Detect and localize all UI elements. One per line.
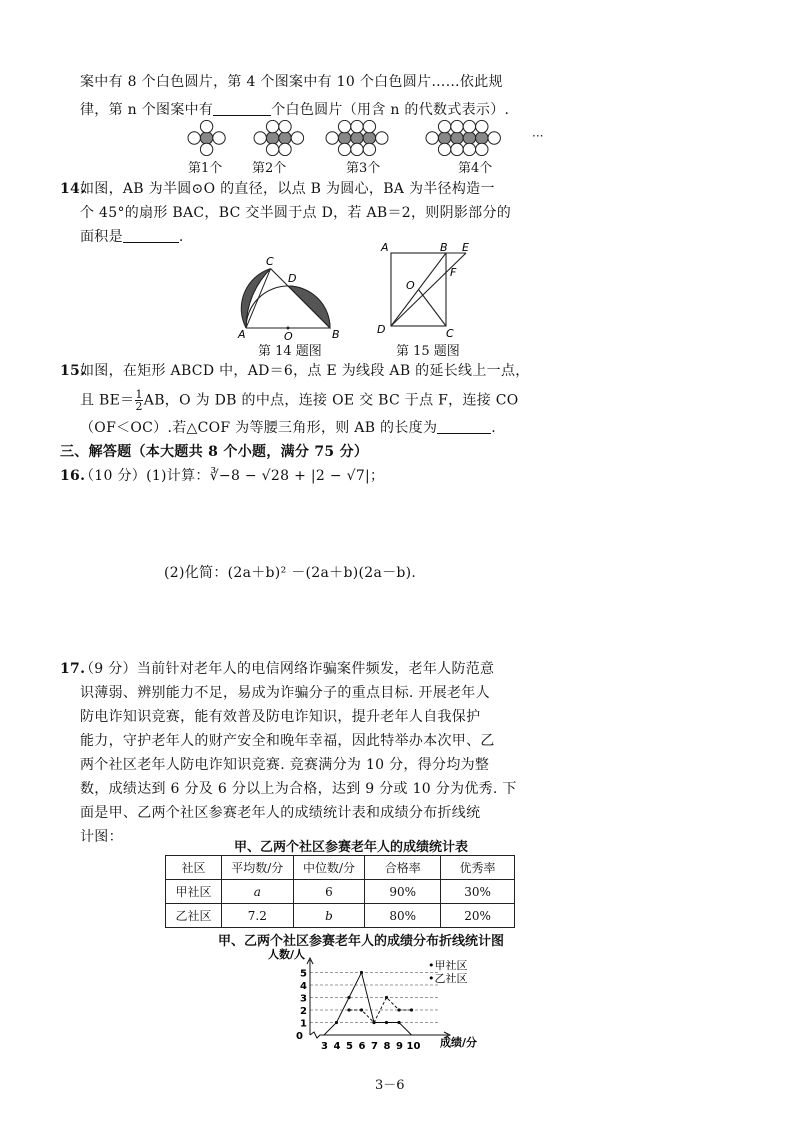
data-point bbox=[360, 971, 363, 974]
q17-number: 17. bbox=[60, 661, 86, 677]
white-circle bbox=[266, 120, 278, 132]
white-circle bbox=[438, 143, 450, 155]
q14-label-d: D bbox=[288, 272, 297, 285]
white-circle bbox=[254, 132, 266, 144]
x-tick-label: 7 bbox=[371, 1041, 378, 1052]
y-tick-label: 3 bbox=[300, 993, 307, 1005]
q14-text-line1: 如图，AB 为半圆⊙O 的直径，以点 B 为圆心，BA 为半径构造一 bbox=[80, 181, 495, 197]
q14-figure bbox=[236, 252, 346, 342]
white-circle bbox=[200, 120, 212, 132]
gray-circle bbox=[200, 132, 212, 144]
data-point bbox=[397, 1021, 400, 1024]
data-point bbox=[347, 1008, 350, 1011]
section-3-heading: 三、解答题（本大题共 8 个小题，满分 75 分） bbox=[60, 444, 369, 460]
q17-line-3: 防电诈知识竞赛，能有效普及防电诈知识，提升老年人自我保护 bbox=[80, 709, 481, 725]
q17-chart-title: 甲、乙两个社区参赛老年人的成绩分布折线统计图 bbox=[218, 934, 505, 949]
q15-text-line2b: AB，O 为 DB 的中点，连接 OE 交 BC 于点 F，连接 CO bbox=[143, 392, 519, 409]
q15-answer-blank[interactable] bbox=[437, 419, 491, 434]
data-point bbox=[410, 1008, 413, 1011]
q14-label-c: C bbox=[266, 255, 274, 268]
gray-circle bbox=[338, 132, 350, 144]
q14-shaded-left bbox=[241, 269, 270, 328]
white-circle bbox=[351, 143, 363, 155]
table-header-row bbox=[166, 856, 515, 880]
q13-text-line2a: 律，第 n 个图案中有 bbox=[80, 102, 214, 118]
legend-entry: •乙社区 bbox=[428, 972, 468, 985]
table-cell: 7.2 bbox=[221, 904, 293, 928]
q15-label-d: D bbox=[377, 323, 386, 336]
table-row bbox=[166, 880, 515, 904]
data-point bbox=[385, 996, 388, 999]
white-circle bbox=[351, 120, 363, 132]
data-point bbox=[335, 1021, 338, 1024]
table-cell: a bbox=[221, 880, 293, 904]
q14-text-line3 bbox=[80, 226, 184, 248]
table-cell: 30% bbox=[441, 880, 515, 904]
white-circle bbox=[476, 120, 488, 132]
x-tick-label: 5 bbox=[346, 1041, 353, 1052]
q15-number: 15. bbox=[60, 363, 86, 379]
gray-circle bbox=[463, 132, 475, 144]
q15-text-line3end: . bbox=[491, 420, 497, 436]
q15-label-f: F bbox=[450, 266, 457, 279]
q17-table-title: 甲、乙两个社区参赛老年人的成绩统计表 bbox=[234, 840, 469, 855]
q15-label-o: O bbox=[406, 279, 415, 292]
white-circle bbox=[213, 132, 225, 144]
q15-fraction bbox=[135, 389, 142, 412]
q13-text-line2b: 个白色圆片（用含 n 的代数式表示）. bbox=[271, 102, 510, 118]
q15-text-line1: 如图，在矩形 ABCD 中，AD＝6，点 E 为线段 AB 的延长线上一点， bbox=[80, 363, 530, 379]
white-circle bbox=[338, 120, 350, 132]
q17-line-4: 能力，守护老年人的财产安全和晚年幸福，因此特举办本次甲、乙 bbox=[80, 733, 495, 749]
y-tick-label: 5 bbox=[300, 968, 307, 980]
table-cell: b bbox=[293, 904, 365, 928]
q15-figure bbox=[374, 240, 486, 342]
table-header: 社区 bbox=[166, 856, 222, 880]
table-cell: 乙社区 bbox=[166, 904, 222, 928]
x-axis-label: 成绩/分 bbox=[440, 1036, 478, 1049]
q16-part1: （10 分）(1)计算：∛−8 − √28 + |2 − √7|； bbox=[80, 468, 385, 484]
q14-figure-caption: 第 14 题图 bbox=[258, 344, 322, 359]
y-axis-label: 人数/人 bbox=[268, 948, 306, 961]
white-circle bbox=[451, 143, 463, 155]
q14-label-a: A bbox=[238, 328, 246, 341]
table-cell: 20% bbox=[441, 904, 515, 928]
white-circle bbox=[363, 143, 375, 155]
white-circle bbox=[188, 132, 200, 144]
white-circle bbox=[279, 143, 291, 155]
q13-text-line1: 案中有 8 个白色圆片，第 4 个图案中有 10 个白色圆片……依此规 bbox=[80, 74, 503, 90]
table-header: 平均数/分 bbox=[221, 856, 293, 880]
legend-entry: •甲社区 bbox=[428, 959, 468, 972]
x-axis bbox=[310, 1032, 448, 1038]
gray-circle bbox=[351, 132, 363, 144]
q13-pattern-figure bbox=[180, 120, 560, 156]
white-circle bbox=[438, 120, 450, 132]
x-tick-label: 8 bbox=[383, 1041, 391, 1052]
x-tick-label: 4 bbox=[333, 1041, 341, 1052]
white-circle bbox=[200, 143, 212, 155]
origin-label: 0 bbox=[296, 1031, 303, 1042]
data-point bbox=[360, 1008, 363, 1011]
table-header: 合格率 bbox=[365, 856, 441, 880]
q15-text-line2a: 且 BE＝ bbox=[80, 392, 135, 409]
table-cell: 甲社区 bbox=[166, 880, 222, 904]
y-tick-label: 2 bbox=[300, 1006, 307, 1017]
q14-answer-blank[interactable] bbox=[123, 228, 179, 243]
q13-ellipsis: ··· bbox=[532, 129, 544, 143]
q17-line-1: （9 分）当前针对老年人的电信网络诈骗案件频发，老年人防范意 bbox=[80, 661, 495, 677]
x-tick-label: 3 bbox=[321, 1041, 328, 1052]
q14-number: 14. bbox=[60, 181, 86, 197]
q16-part2: (2)化简：(2a＋b)² －(2a＋b)(2a－b). bbox=[164, 565, 417, 581]
x-tick-label: 6 bbox=[358, 1041, 366, 1052]
y-tick-label: 1 bbox=[300, 1018, 307, 1030]
q14-label-b: B bbox=[332, 328, 340, 341]
q17-line-6: 数，成绩达到 6 分及 6 分以上为合格，达到 9 分或 10 分为优秀. 下 bbox=[80, 781, 517, 797]
q15-label-a: A bbox=[381, 241, 389, 254]
table-header: 优秀率 bbox=[441, 856, 515, 880]
q13-text-line2 bbox=[80, 99, 509, 121]
q17-line-7: 面是甲、乙两个社区参赛老年人的成绩统计表和成绩分布折线统 bbox=[80, 805, 481, 821]
data-point bbox=[385, 1021, 388, 1024]
gray-circle bbox=[438, 132, 450, 144]
q15-text-line3 bbox=[80, 417, 496, 439]
q15-label-e: E bbox=[462, 241, 469, 254]
q17-stats-table bbox=[165, 855, 515, 928]
white-circle bbox=[376, 132, 388, 144]
white-circle bbox=[279, 120, 291, 132]
gray-circle bbox=[476, 132, 488, 144]
q14-label-o: O bbox=[284, 330, 293, 342]
white-circle bbox=[476, 143, 488, 155]
data-point bbox=[347, 996, 350, 999]
data-point bbox=[372, 1021, 375, 1024]
table-row bbox=[166, 904, 515, 928]
gray-circle bbox=[266, 132, 278, 144]
gray-circle bbox=[279, 132, 291, 144]
q15-figure-caption: 第 15 题图 bbox=[396, 344, 460, 359]
gray-circle bbox=[451, 132, 463, 144]
series-line bbox=[324, 973, 412, 1036]
q16-number: 16. bbox=[60, 468, 86, 484]
x-tick-label: 9 bbox=[396, 1041, 403, 1052]
q13-label-2: 第2个 bbox=[252, 161, 287, 176]
q15-label-c: C bbox=[446, 327, 454, 340]
q15-text-line3a: （OF＜OC）.若△COF 为等腰三角形，则 AB 的长度为 bbox=[80, 420, 438, 436]
white-circle bbox=[463, 143, 475, 155]
x-tick-label: 10 bbox=[406, 1041, 421, 1052]
q14-text-line2: 个 45°的扇形 BAC，BC 交半圆于点 D，若 AB＝2，则阴影部分的 bbox=[80, 205, 512, 221]
white-circle bbox=[463, 120, 475, 132]
q15-frac-num: 1 bbox=[135, 388, 143, 401]
y-tick-label: 4 bbox=[300, 981, 307, 992]
q17-line-2: 识薄弱、辨别能力不足，易成为诈骗分子的重点目标. 开展老年人 bbox=[80, 685, 490, 701]
white-circle bbox=[451, 120, 463, 132]
page-number: 3－6 bbox=[375, 1078, 405, 1093]
data-point bbox=[397, 1008, 400, 1011]
table-header: 中位数/分 bbox=[293, 856, 365, 880]
q15-text-line2 bbox=[80, 389, 519, 412]
table-cell: 90% bbox=[365, 880, 441, 904]
q13-answer-blank[interactable] bbox=[213, 101, 271, 116]
gray-circle bbox=[363, 132, 375, 144]
q13-label-3: 第3个 bbox=[346, 161, 381, 176]
table-cell: 6 bbox=[293, 880, 365, 904]
white-circle bbox=[326, 132, 338, 144]
white-circle bbox=[291, 132, 303, 144]
white-circle bbox=[363, 120, 375, 132]
white-circle bbox=[266, 143, 278, 155]
q13-label-4: 第4个 bbox=[458, 161, 493, 176]
q14-text-line3a: 面积是 bbox=[80, 229, 123, 245]
white-circle bbox=[426, 132, 438, 144]
white-circle bbox=[338, 143, 350, 155]
q15-frac-den: 2 bbox=[135, 400, 143, 413]
table-cell: 80% bbox=[365, 904, 441, 928]
q14-text-line3end: . bbox=[178, 229, 184, 245]
q17-line-chart bbox=[268, 948, 498, 1056]
q15-label-b: B bbox=[440, 241, 448, 254]
q17-line-5: 两个社区老年人防电诈知识竞赛. 竞赛满分为 10 分，得分均为整 bbox=[80, 757, 490, 773]
q13-label-1: 第1个 bbox=[188, 161, 223, 176]
q17-line-8: 计图： bbox=[80, 829, 123, 845]
white-circle bbox=[488, 132, 500, 144]
